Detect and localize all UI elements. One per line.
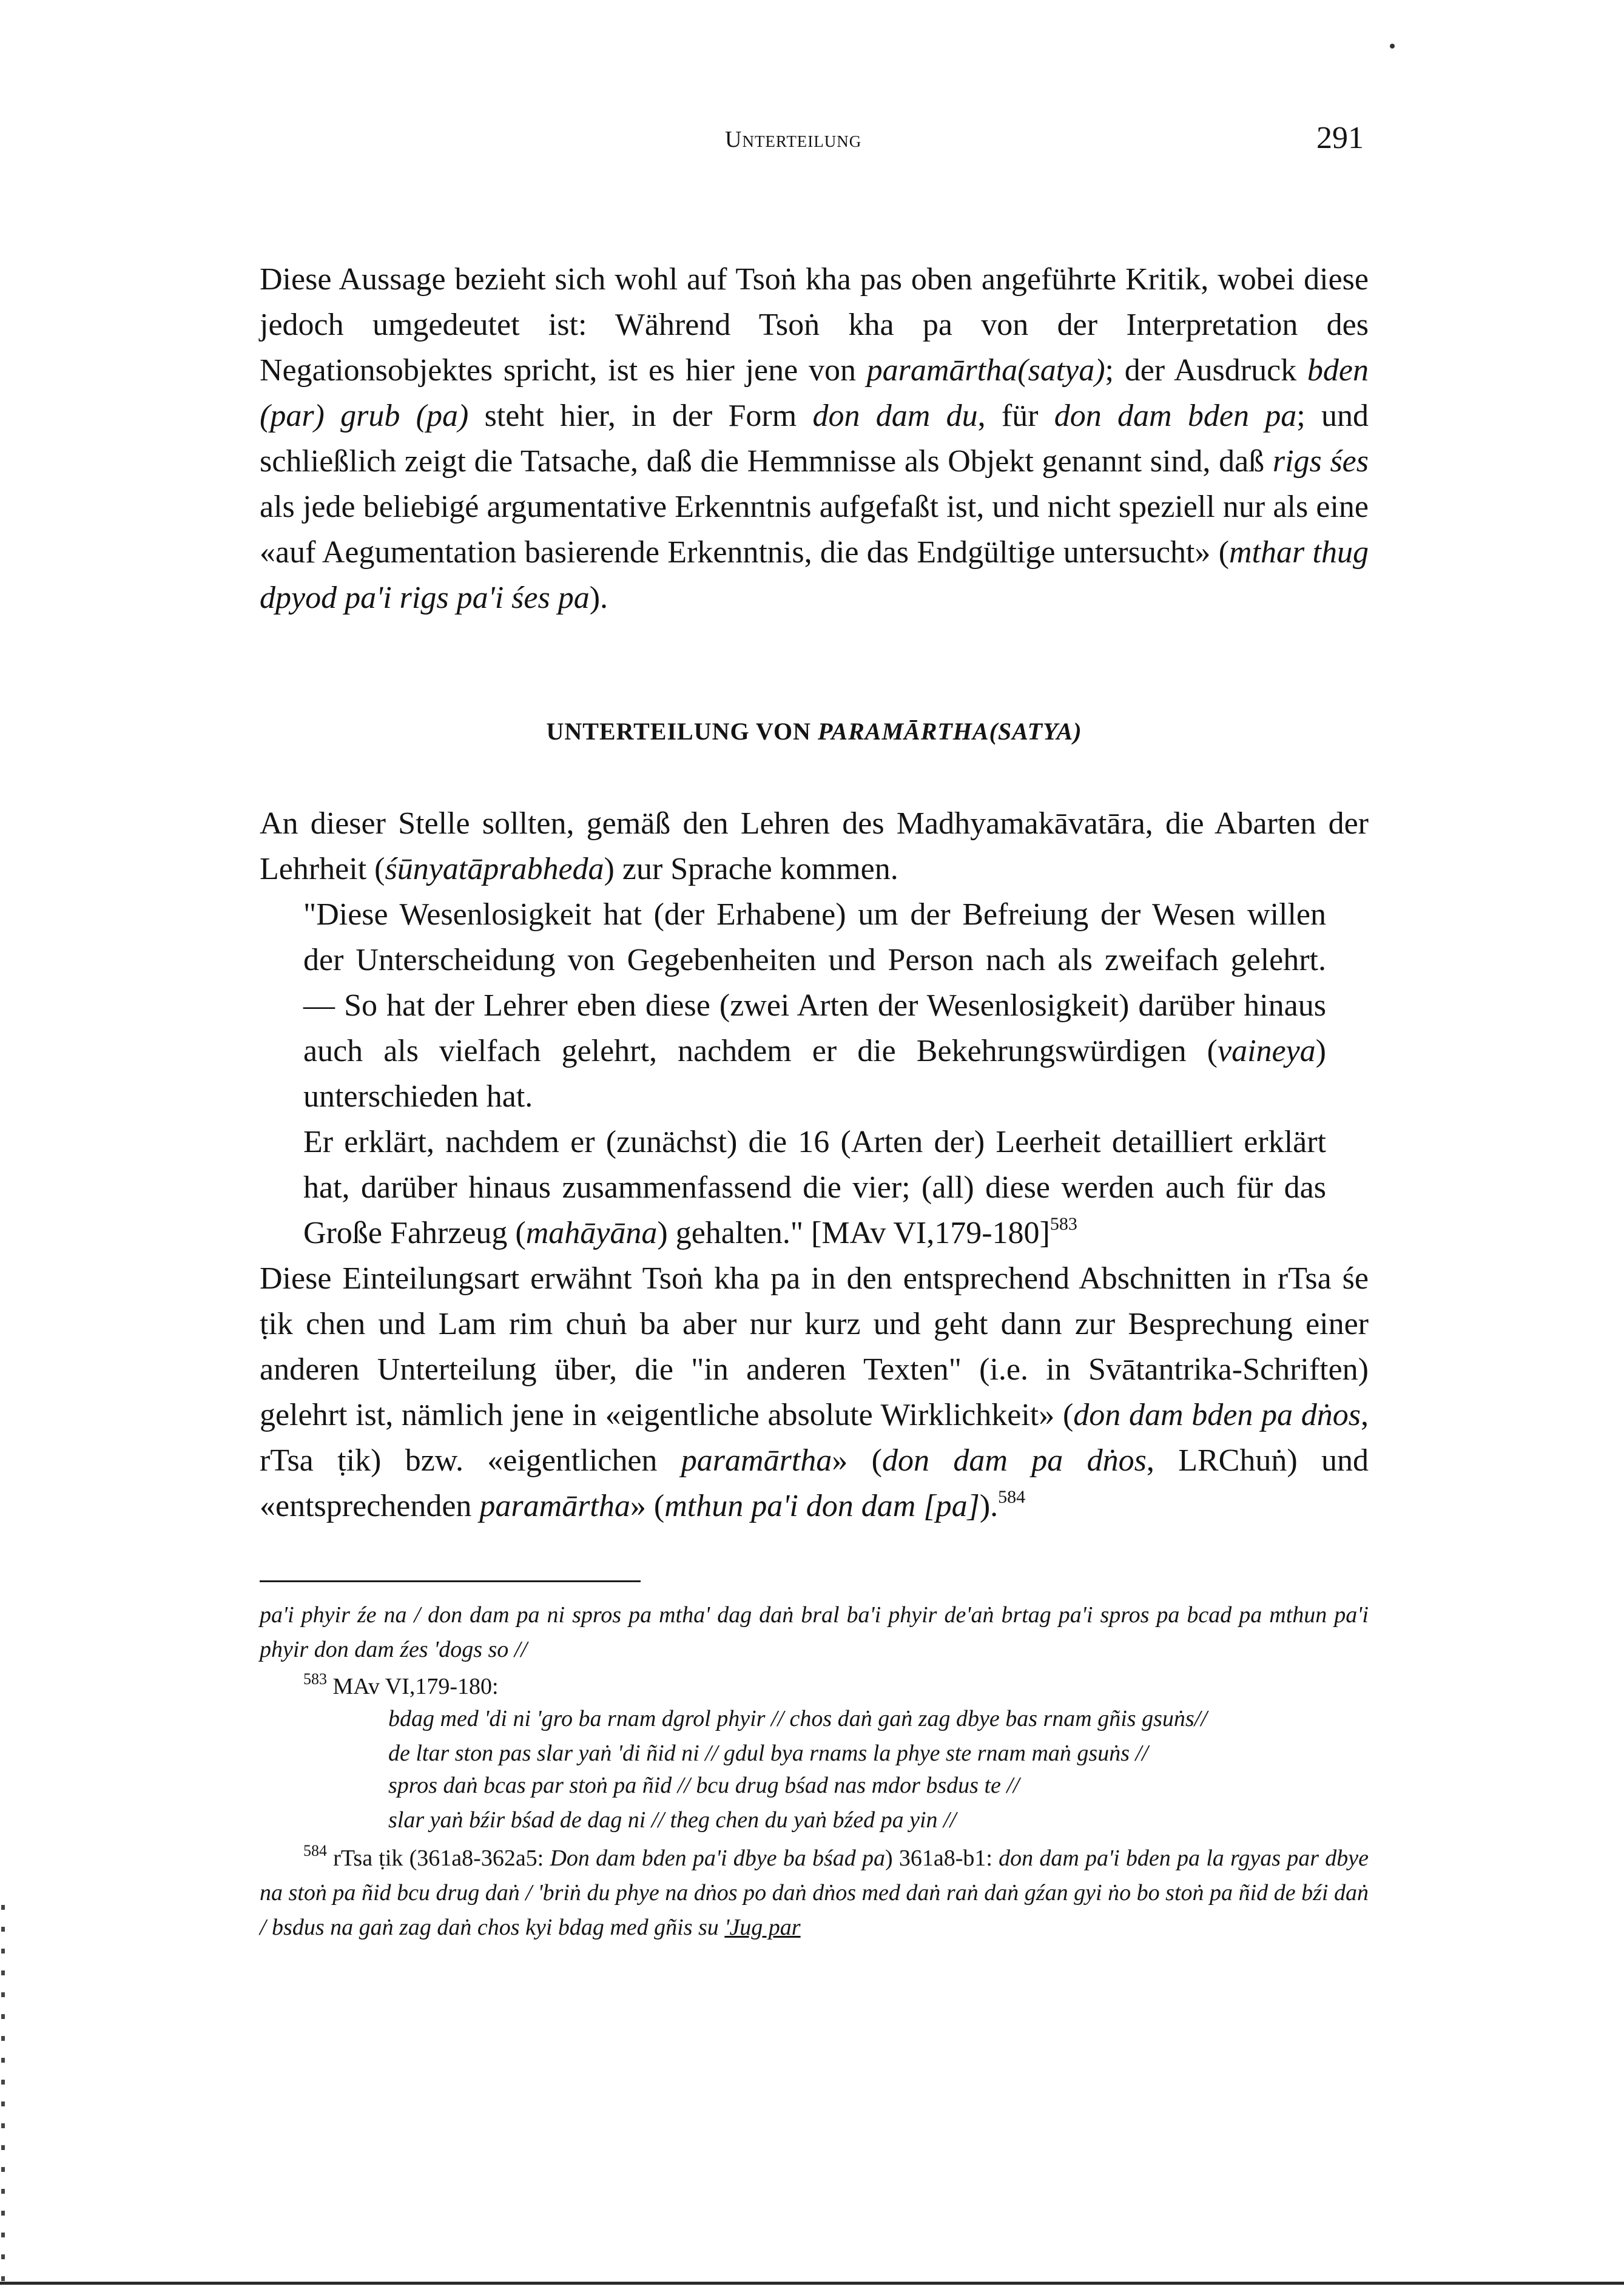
scan-bottom-edge [0,2282,1624,2285]
paragraph-1: Diese Aussage bezieht sich wohl auf Tsoṅ kha pas oben angeführte Kritik, wobei diese jedoch umgedeutet ist: Während Tsoṅ kha pa von der Interpretation des Negationsobjektes spricht, ist es hier jene von paramārtha(satya); der Ausdruck bden (par) grub (pa) steht hier, in der Form don dam du, für don dam bden pa; und schließlich zeigt die Tatsache, daß die Hemmnisse als Objekt genannt sind, daß rigs śes als jede beliebigé argumentative Erkenntnis aufgefaßt ist, und nicht speziell nur als eine «auf Aegumentation basierende Erkenntnis, die das Endgültige untersucht» (mthar thug dpyod pa'i rigs pa'i śes pa). [260,262,1369,615]
footnote-583: $^{583}$ MAv VI,179-180: [303,1670,499,1699]
block-quote-1: "Diese Wesenlosigkeit hat (der Erhabene) um der Befreiung der Wesen willen der Unterscheidung von Gegebenheiten und Person nach als zweifach gelehrt. — So hat der Lehrer eben diese (zwei Arten der Wesenlosigkeit) darüber hinaus auch als vielfach gelehrt, nachdem er die Bekehrungswürdigen (vaineya) unterschieden hat. [303,897,1326,1114]
paragraph-3: Diese Einteilungsart erwähnt Tsoṅ kha pa in den entsprechend Abschnitten in rTsa śe ṭik chen und Lam rim chuṅ ba aber nur kurz und geht dann zur Besprechung einer anderen Unterteilung über, die "in anderen Texten" (i.e. in Svātantrika-Schriften) gelehrt ist, nämlich jene in «eigentliche absolute Wirklichkeit» (don dam bden pa dṅos, rTsa ṭik) bzw. «eigentlichen paramārtha» (don dam pa dṅos, LRChuṅ) und «entsprechenden paramārtha» (mthun pa'i don dam [pa]).$^{584}$ [260,1261,1369,1523]
footnote-584: $^{584}$ rTsa ṭik (361a8-362a5: Don dam bden pa'i dbye ba bśad pa) 361a8-b1: don dam pa'i bden pa la rgyas par dbye na stoṅ pa ñid bcu drug daṅ / 'briṅ du phye na dṅos po daṅ dṅos med daṅ raṅ daṅ gźan gyi ṅo bo stoṅ pa ñid de bźi daṅ / bsdus na gaṅ zag daṅ chos kyi bdag med gñis su 'Jug par [260,1842,1369,1940]
footnote-583-verse-2: spros daṅ bcas par stoṅ pa ñid // bcu drug bśad nas mdor bsdus te // slar yaṅ bźir bśad de dag ni // theg chen du yaṅ bźed pa yin // [388,1773,1020,1833]
running-head: Unterteilung [725,127,862,152]
footnote-divider [260,1580,641,1582]
footnote-583-verse-1: bdag med 'di ni 'gro ba rnam dgrol phyir // chos daṅ gaṅ zag dbye bas rnam gñis gsuṅs// de ltar ston pas slar yaṅ 'di ñid ni // gdul bya rnams la phye ste rnam maṅ gsuṅs // [388,1706,1207,1766]
block-quote-2: Er erklärt, nachdem er (zunächst) die 16 (Arten der) Leerheit detailliert erklärt hat, darüber hinaus zusammenfassend die vier; (all) diese werden auch für das Große Fahrzeug (mahāyāna) gehalten." [MAv VI,179-180]$^{583}$ [303,1125,1326,1250]
footnote-ref-583[interactable]: 583 [1050,1214,1077,1234]
scan-speck [1390,44,1395,49]
page-number: 291 [1316,121,1364,155]
section-heading: UNTERTEILUNG VON PARAMĀRTHA(SATYA) [546,718,1082,745]
footnote-continuation: pa'i phyir źe na / don dam pa ni spros pa mtha' dag daṅ bral ba'i phyir de'aṅ brtag pa'i spros pa bcad pa mthun pa'i phyir don dam źes 'dogs so // [260,1602,1369,1662]
footnote-ref-584[interactable]: 584 [998,1487,1026,1507]
paragraph-2: An dieser Stelle sollten, gemäß den Lehren des Madhyamakāvatāra, die Abarten der Lehrheit (śūnyatāprabheda) zur Sprache kommen. [260,806,1369,886]
scan-margin-dots [1,1905,5,2281]
